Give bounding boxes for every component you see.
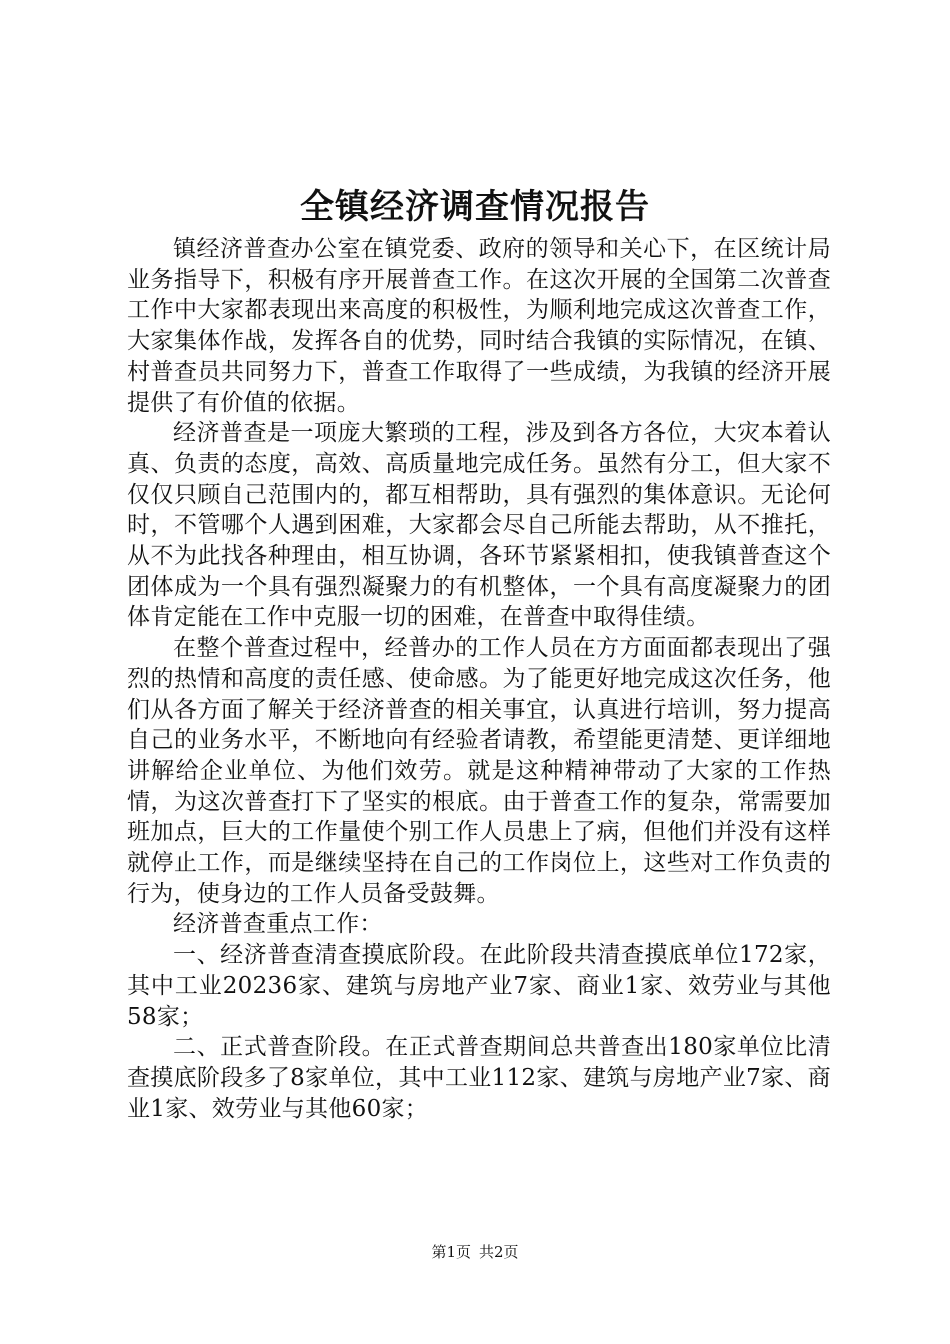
page-footer	[0, 1242, 950, 1262]
page-total: 共2页	[479, 1243, 519, 1261]
paragraph: 经济普查是一项庞大繁琐的工程，涉及到各方各位，大灾本着认真、负责的态度，高效、高质量地完成任务。虽然有分工，但大家不仅仅只顾自己范围内的，都互相帮助，具有强烈的集体意识。无论何时，不管哪个人遇到困难，大家都会尽自己所能去帮助，从不推托，从不为此找各种理由，相互协调，各环节紧紧相扣，使我镇普查这个团体成为一个具有强烈凝聚力的有机整体，一个具有高度凝聚力的团体肯定能在工作中克服一切的困难，在普查中取得佳绩。	[127, 420, 831, 631]
document-body	[127, 234, 831, 1124]
paragraph: 在整个普查过程中，经普办的工作人员在方方面面都表现出了强烈的热情和高度的责任感、使命感。为了能更好地完成这次任务，他们从各方面了解关于经济普查的相关事宜，认真进行培训，努力提高自己的业务水平，不断地向有经验者请教，希望能更清楚、更详细地讲解给企业单位、为他们效劳。就是这种精神带动了大家的工作热情，为这次普查打下了坚实的根底。由于普查工作的复杂，常需要加班加点，巨大的工作量使个别工作人员患上了病，但他们并没有这样就停止工作，而是继续坚持在自己的工作岗位上，这些对工作负责的行为，使身边的工作人员备受鼓舞。	[127, 635, 831, 907]
paragraph: 镇经济普查办公室在镇党委、政府的领导和关心下，在区统计局业务指导下，积极有序开展普查工作。在这次开展的全国第二次普查工作中大家都表现出来高度的积极性，为顺利地完成这次普查工作，大家集体作战，发挥各自的优势，同时结合我镇的实际情况，在镇、村普查员共同努力下，普查工作取得了一些成绩，为我镇的经济开展提供了有价值的依据。	[127, 236, 831, 416]
document-title: 全镇经济调查情况报告	[300, 187, 650, 227]
paragraph: 经济普查重点工作：	[173, 911, 383, 938]
page-number: 第1页	[431, 1243, 471, 1261]
paragraph: 一、经济普查清查摸底阶段。在此阶段共清查摸底单位172家，其中工业20236家、建筑与房地产业7家、商业1家、效劳业与其他58家；	[127, 942, 831, 1030]
paragraph: 二、正式普查阶段。在正式普查期间总共普查出180家单位比清查摸底阶段多了8家单位，其中工业112家、建筑与房地产业7家、商业1家、效劳业与其他60家；	[127, 1034, 831, 1122]
